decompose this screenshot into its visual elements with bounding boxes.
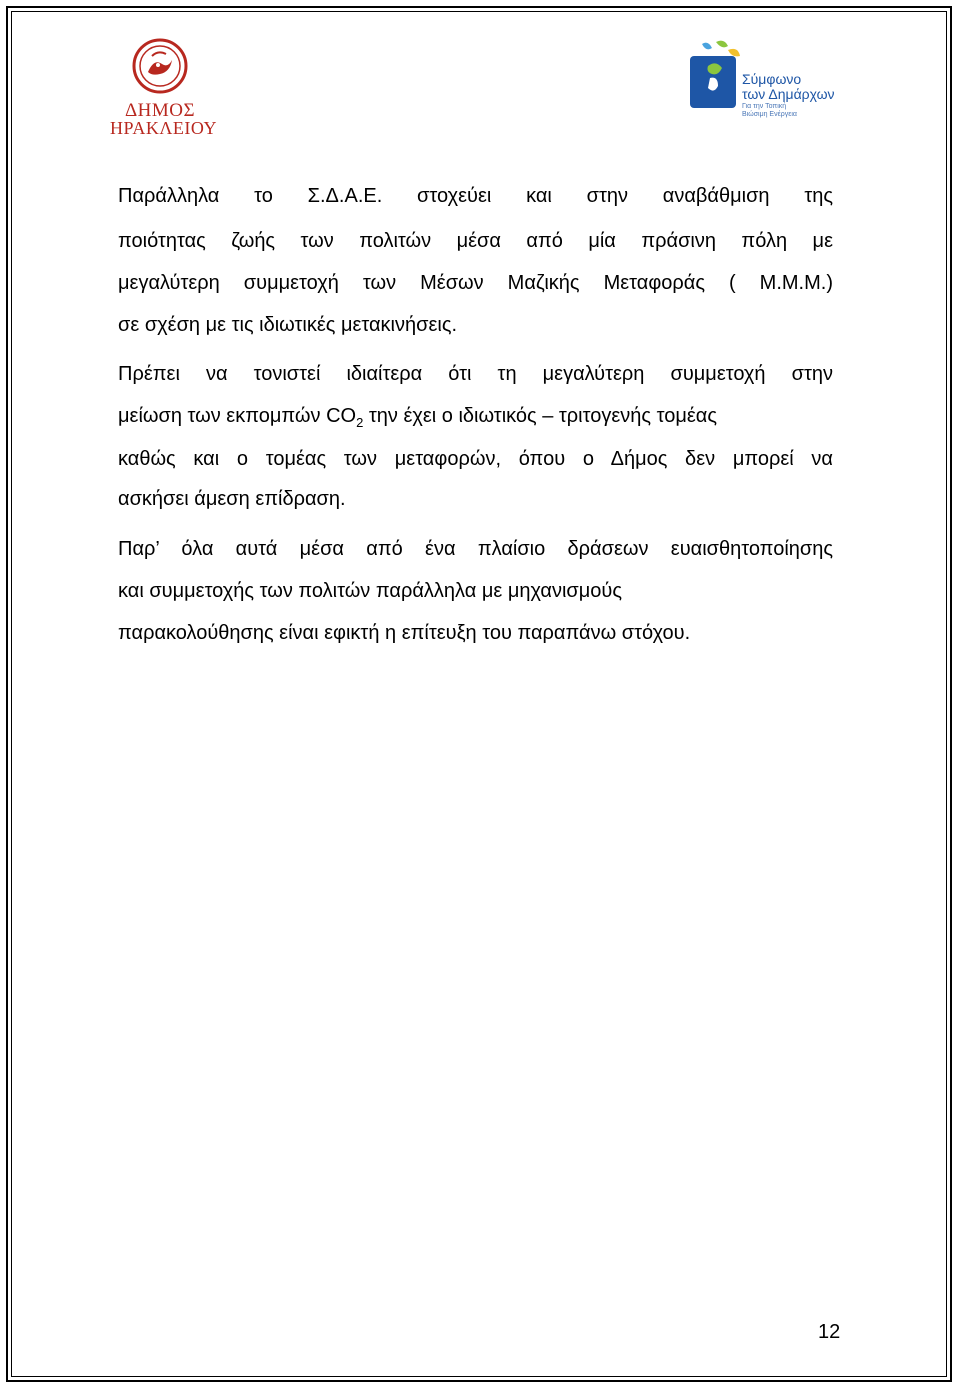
co2-line-after: την έχει ο ιδιωτικός – τριτογενής τομέας xyxy=(363,405,717,427)
paragraph-3-line-2: και συμμετοχής των πολιτών παράλληλα με μηχανισμούς xyxy=(118,580,622,602)
covenant-title-line1: Σύμφωνο xyxy=(742,71,802,87)
paragraph-1-line-4: σε σχέση με τις ιδιωτικές μετακινήσεις. xyxy=(118,314,458,336)
covenant-of-mayors-icon xyxy=(688,36,744,116)
page-number: 12 xyxy=(818,1321,841,1343)
heraklion-seal-icon xyxy=(128,38,192,98)
paragraph-2-line-1: Πρέπει να τονιστεί ιδιαίτερα ότι τη μεγαλύτερη συμμετοχή στην xyxy=(118,363,833,385)
paragraph-1-line-2: ποιότητας ζωής των πολιτών μέσα από μία πράσινη πόλη με xyxy=(118,230,833,252)
paragraph-3-line-1: Παρ’ όλα αυτά μέσα από ένα πλαίσιο δράσεων ευαισθητοποίησης xyxy=(118,538,833,560)
paragraph-3-line-3: παρακολούθησης είναι εφικτή η επίτευξη του παραπάνω στόχου. xyxy=(118,622,691,644)
municipality-logo xyxy=(110,38,218,138)
co2-subscript: 2 xyxy=(356,415,364,430)
covenant-of-mayors-logo xyxy=(688,36,838,126)
municipality-name-line2: ΗΡΑΚΛΕΙΟΥ xyxy=(110,118,218,138)
covenant-title-line2: των Δημάρχων xyxy=(742,86,835,102)
paragraph-1-line-3: μεγαλύτερη συμμετοχή των Μέσων Μαζικής Μεταφοράς ( Μ.Μ.Μ.) xyxy=(118,272,833,294)
paragraph-2-line-4: ασκήσει άμεση επίδραση. xyxy=(118,488,346,510)
page-border xyxy=(6,6,952,1382)
municipality-name-line1: ΔΗΜΟΣ xyxy=(124,100,196,121)
covenant-subtitle-line2: Βιώσιμη Ενέργεια xyxy=(742,111,797,118)
covenant-subtitle-line1: Για την Τοπική xyxy=(742,103,787,110)
paragraph-2-line-3: καθώς και ο τομέας των μεταφορών, όπου ο Δήμος δεν μπορεί να xyxy=(118,448,833,470)
co2-line-before: μείωση των εκπομπών CO xyxy=(118,405,357,427)
paragraph-2-co2-line xyxy=(118,404,833,435)
paragraph-1-line-1: Παράλληλα το Σ.Δ.Α.Ε. στοχεύει και στην αναβάθμιση της xyxy=(118,185,833,207)
